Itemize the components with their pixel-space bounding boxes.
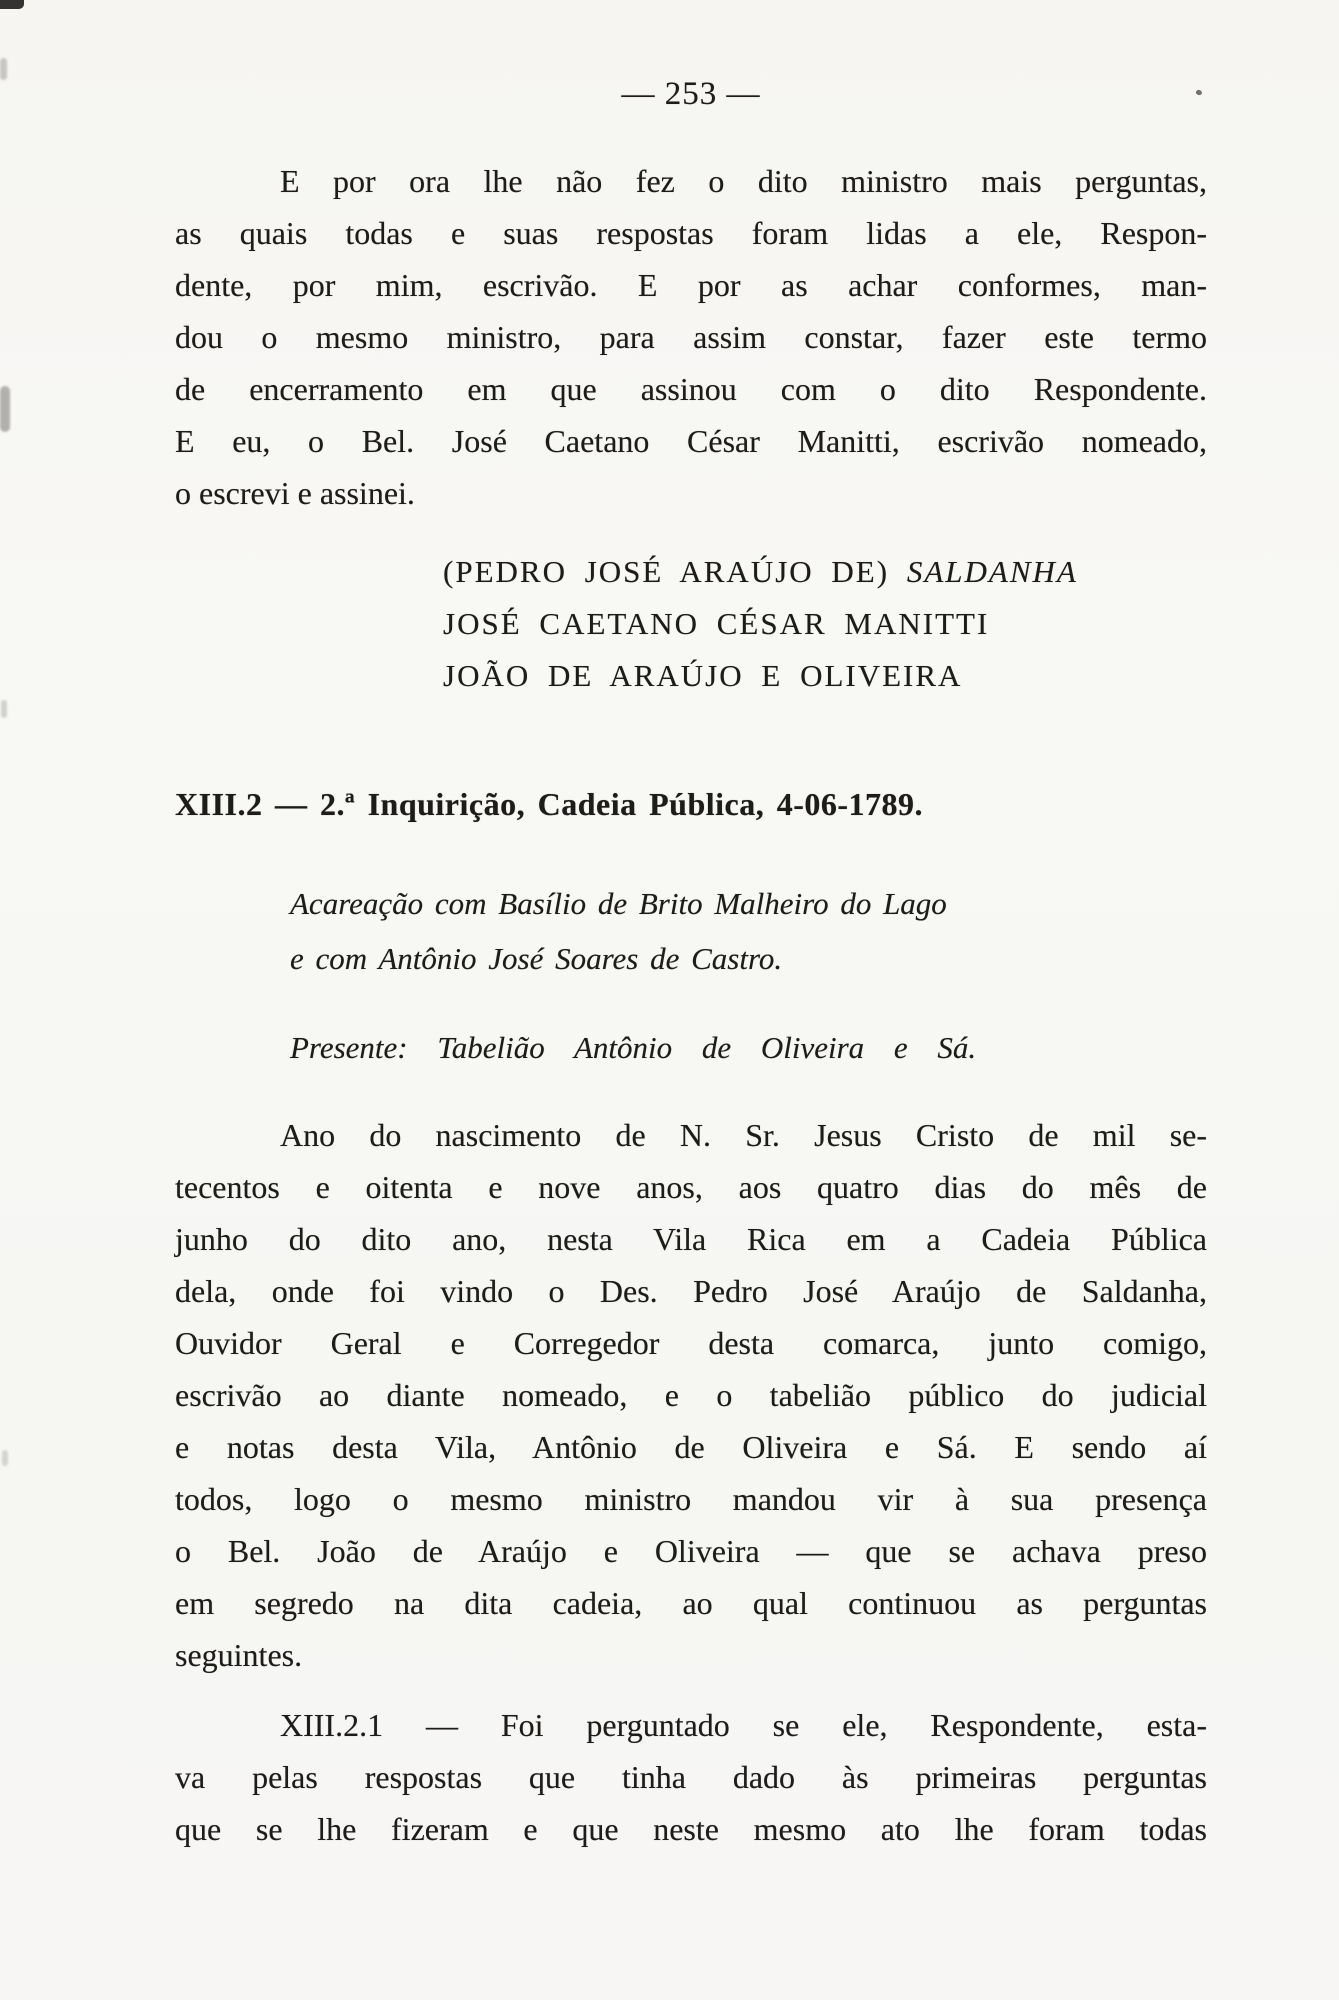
text-line: dela, onde foi vindo o Des. Pedro José Araújo de Saldanha,	[175, 1273, 1207, 1309]
scan-artifact	[2, 1450, 8, 1466]
text-line: o Bel. João de Araújo e Oliveira — que se achava preso	[175, 1533, 1207, 1569]
text-line: Ouvidor Geral e Corregedor desta comarca, junto comigo,	[175, 1325, 1207, 1361]
section-subtitle	[290, 876, 1207, 986]
text-line: e notas desta Vila, Antônio de Oliveira e Sá. E sendo aí	[175, 1429, 1207, 1465]
text-line: que se lhe fizeram e que neste mesmo ato lhe foram todas	[175, 1811, 1207, 1847]
text-line: tecentos e oitenta e nove anos, aos quatro dias do mês de	[175, 1169, 1207, 1205]
scan-artifact	[0, 58, 7, 80]
subtitle-line: Acareação com Basílio de Brito Malheiro do Lago	[290, 886, 947, 921]
scan-artifact	[0, 0, 24, 9]
presente-line	[290, 1022, 1207, 1074]
text-line: XIII.2.1 — Foi perguntado se ele, Respondente, esta-	[280, 1707, 1207, 1743]
text-line: dente, por mim, escrivão. E por as achar conformes, man-	[175, 267, 1207, 303]
text-line: as quais todas e suas respostas foram lidas a ele, Respon-	[175, 215, 1207, 251]
signature-block	[443, 546, 1213, 702]
text-line: todos, logo o mesmo ministro mandou vir à sua presença	[175, 1481, 1207, 1517]
text-line: seguintes.	[175, 1637, 303, 1673]
signature-line-saldanha	[443, 546, 1213, 598]
scan-artifact	[1, 700, 7, 718]
text-line: Presente: Tabelião Antônio de Oliveira e Sá.	[290, 1030, 977, 1065]
text-line: junho do dito ano, nesta Vila Rica em a Cadeia Pública	[175, 1221, 1207, 1257]
text-line: va pelas respostas que tinha dado às primeiras perguntas	[175, 1759, 1207, 1795]
page-number: — 253 —	[621, 76, 761, 112]
paragraph-act-opening	[175, 1109, 1207, 1681]
text-line: escrivão ao diante nomeado, e o tabelião público do judicial	[175, 1377, 1207, 1413]
signature-name-italic: SALDANHA	[906, 554, 1078, 589]
signature-line-oliveira: JOÃO DE ARAÚJO E OLIVEIRA	[443, 658, 963, 693]
signature-line-manitti: JOSÉ CAETANO CÉSAR MANITTI	[443, 606, 990, 641]
section-heading: XIII.2 — 2.ª Inquirição, Cadeia Pública, 4-06-1789.	[175, 786, 924, 822]
text-line: dou o mesmo ministro, para assim constar, fazer este termo	[175, 319, 1207, 355]
scan-artifact	[0, 386, 10, 432]
paragraph-closing-term	[175, 155, 1207, 519]
text-line: Ano do nascimento de N. Sr. Jesus Cristo de mil se-	[280, 1117, 1207, 1153]
signature-name-roman: (PEDRO JOSÉ ARAÚJO DE)	[443, 554, 890, 589]
text-line: o escrevi e assinei.	[175, 475, 415, 511]
subtitle-line: e com Antônio José Soares de Castro.	[290, 941, 783, 976]
text-line: E eu, o Bel. José Caetano César Manitti, escrivão nomeado,	[175, 423, 1207, 459]
text-line: em segredo na dita cadeia, ao qual continuou as perguntas	[175, 1585, 1207, 1621]
text-line: E por ora lhe não fez o dito ministro mais perguntas,	[280, 163, 1207, 199]
text-line: de encerramento em que assinou com o dito Respondente.	[175, 371, 1207, 407]
paragraph-question-xiii-2-1	[175, 1699, 1207, 1855]
